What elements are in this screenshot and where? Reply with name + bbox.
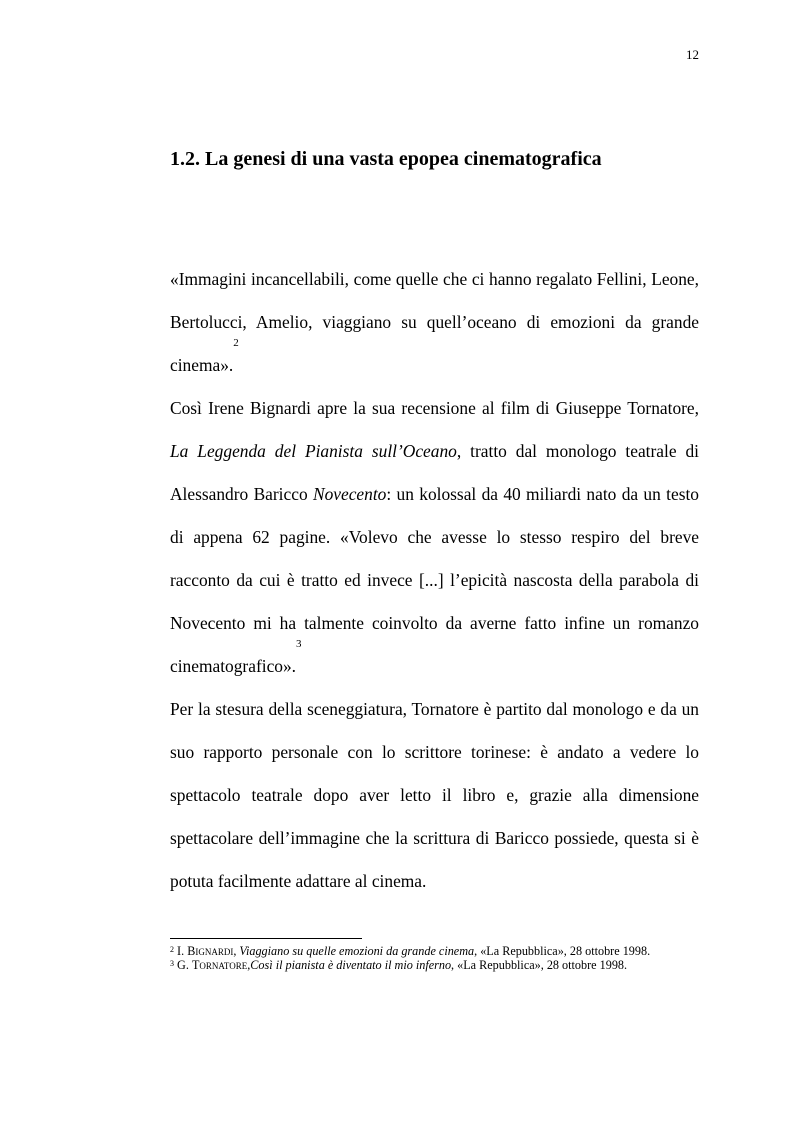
footnote-ref-2: 2 xyxy=(233,337,239,349)
footnote-2 xyxy=(170,944,699,958)
footnote-source: , «La Repubblica», 28 ottobre 1998. xyxy=(474,944,651,958)
book-title: Novecento xyxy=(312,484,387,504)
footnote-source: , «La Repubblica», 28 ottobre 1998. xyxy=(451,958,628,972)
footnote-author-initial: G. xyxy=(177,958,192,972)
footnote-3 xyxy=(170,958,699,972)
page-number: 12 xyxy=(686,47,699,62)
footnote-author-surname: Tornatore xyxy=(191,958,248,972)
review-end-text: : un kolossal da 40 miliardi nato da un testo di appena 62 pagine. «Volevo che avesse lo stesso respiro del breve racconto da cui è tratto ed invece [...] l’epicità nascosta della parabola di Novecento mi ha talmente coinvolto da averne fatto infine un romanzo cinematografico». xyxy=(170,484,699,676)
footnote-ref-3: 3 xyxy=(296,638,302,650)
footnote-mark: 2 xyxy=(170,945,174,954)
review-mid-text: , tratto dal monologo teatrale di Alessandro Baricco xyxy=(170,441,699,504)
footnote-author-initial: I. xyxy=(177,944,188,958)
footnote-separator: , xyxy=(247,958,251,972)
body-text xyxy=(170,258,699,903)
review-intro-text: Così Irene Bignardi apre la sua recensione al film di Giuseppe Tornatore, xyxy=(170,398,699,418)
footnote-separator: , xyxy=(233,944,240,958)
paragraph-review-intro xyxy=(170,387,699,688)
paragraph-screenplay: Per la stesura della sceneggiatura, Tornatore è partito dal monologo e da un suo rapporto personale con lo scrittore torinese: è andato a vedere lo spettacolo teatrale dopo aver letto il libro e, grazie alla dimensione spettacolare dell’immagine che la scrittura di Baricco possiede, questa si è potuta facilmente adattare al cinema. xyxy=(170,699,699,891)
footnote-mark: 3 xyxy=(170,959,174,968)
footnotes xyxy=(170,944,699,972)
section-heading: 1.2. La genesi di una vasta epopea cinematografica xyxy=(170,148,602,170)
footnote-article-title: Così il pianista è diventato il mio inferno xyxy=(250,958,452,972)
quote-text: «Immagini incancellabili, come quelle che ci hanno regalato Fellini, Leone, Bertolucci, Amelio, viaggiano su quell’oceano di emozioni da grande cinema». xyxy=(170,269,699,375)
footnote-article-title: Viaggiano su quelle emozioni da grande cinema xyxy=(239,944,475,958)
paragraph-quote-bignardi xyxy=(170,258,699,387)
footnote-divider xyxy=(170,938,362,939)
film-title: La Leggenda del Pianista sull’Oceano xyxy=(170,441,457,461)
footnote-author-surname: Bignardi xyxy=(187,944,234,958)
